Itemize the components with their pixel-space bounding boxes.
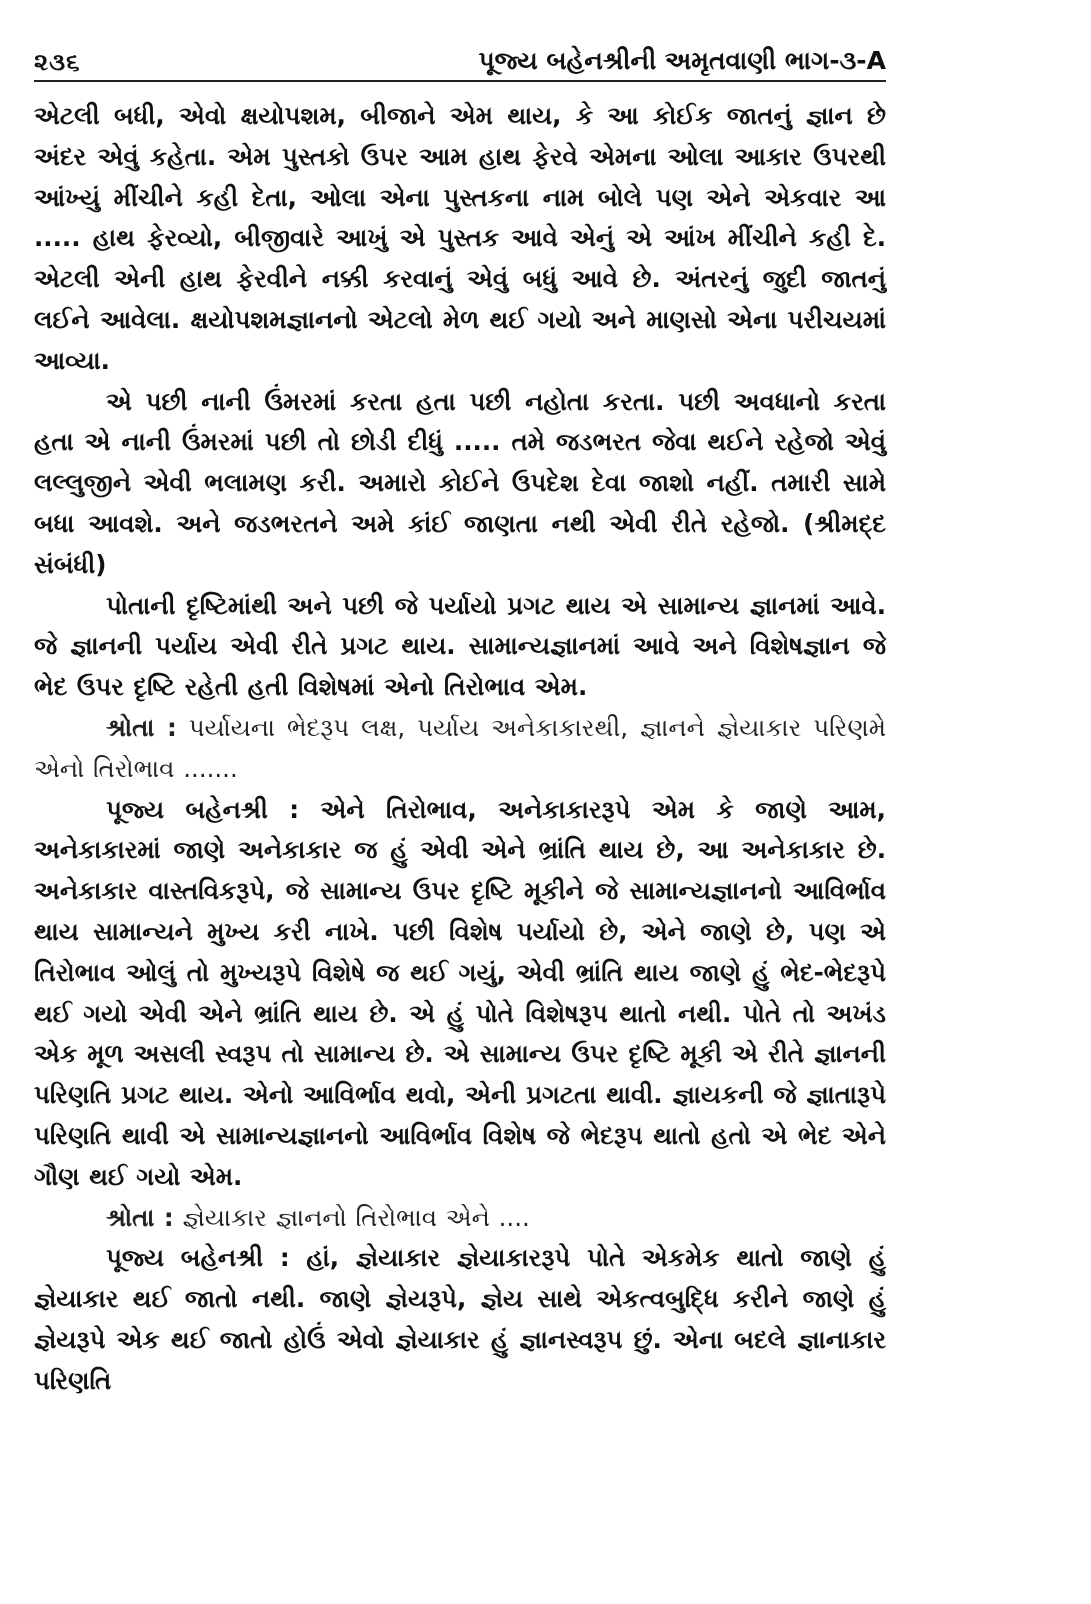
answer-text: એને તિરોભાવ, અનેકાકારરૂપે એમ કે જાણે આમ, અનેકાકારમાં જાણે અનેકાકાર જ હું એવી એને ભ્રાંતિ થાય છે, આ અનેકાકાર છે. અનેકાકાર વાસ્તવિકરૂપે, જે સામાન્ય ઉપર દૃષ્ટિ મૂકીને જે સામાન્યજ્ઞાનનો આવિર્ભાવ થાય સામાન્યને મુખ્ય કરી નાખે. પછી વિશેષ પર્યાયો છે, એને જાણે છે, પણ એ તિરોભાવ ઓલું તો મુખ્યરૂપે વિશેષે જ થઈ ગયું, એવી ભ્રાંતિ થાય જાણે હું ભેદ-ભેદરૂપે થઈ ગયો એવી એને ભ્રાંતિ થાય છે. એ હું પોતે વિશેષરૂપ થાતો નથી. પોતે તો અખંડ એક મૂળ અસલી સ્વરૂપ તો સામાન્ય છે. એ સામાન્ય ઉપર દૃષ્ટિ મૂકી એ રીતે જ્ઞાનની પરિણતિ પ્રગટ થાય. એનો આવિર્ભાવ થવો, એની પ્રગટતા થાવી. જ્ઞાયકની જે જ્ઞાતારૂપે પરિણતિ થાવી એ સામાન્યજ્ઞાનનો આવિર્ભાવ વિશેષ જે ભેદરૂપ થાતો હતો એ ભેદ એને ગૌણ થઈ ગયો એમ.: [34, 794, 886, 1191]
listener-question: [34, 1198, 886, 1239]
page-body: [34, 96, 886, 1402]
speaker-label: શ્રોતા :: [106, 712, 177, 742]
answer-text: હાં, જ્ઞેયાકાર જ્ઞેયાકારરૂપે પોતે એકમેક થાતો જાણે હું જ્ઞેયાકાર થઈ જાતો નથી. જાણે જ્ઞેયરૂપે, જ્ઞેય સાથે એકત્વબુદ્ધિ કરીને જાણે હું જ્ઞેયરૂપે એક થઈ જાતો હોઉં એવો જ્ઞેયાકાર હું જ્ઞાનસ્વરૂપ છું. એના બદલે જ્ઞાનાકાર પરિણતિ: [34, 1243, 886, 1395]
page-header: [34, 40, 886, 82]
paragraph: [34, 586, 886, 708]
book-page: [34, 40, 886, 1402]
question-text: પર્યાયના ભેદરૂપ લક્ષ, પર્યાય અનેકાકારથી, જ્ઞાનને જ્ઞેયાકાર પરિણમે એનો તિરોભાવ .......: [34, 712, 886, 783]
speaker-label: પૂજ્ય બહેનશ્રી :: [106, 1243, 290, 1273]
paragraph-text: એટલી બધી, એવો ક્ષયોપશમ, બીજાને એમ થાય, કે આ કોઈક જાતનું જ્ઞાન છે અંદર એવું કહેતા. એમ પુસ્તકો ઉપર આમ હાથ ફેરવે એમના ઓલા આકાર ઉપરથી આંખ્યું મીંચીને કહી દેતા, ઓલા એના પુસ્તકના નામ બોલે પણ એને એકવાર આ ..... હાથ ફેરવ્યો, બીજીવારે આખું એ પુસ્તક આવે એનું એ આંખ મીંચીને કહી દે. એટલી એની હાથ ફેરવીને નક્કી કરવાનું એવું બધું આવે છે. અંતરનું જુદી જાતનું લઈને આવેલા. ક્ષયોપશમજ્ઞાનનો એટલો મેળ થઈ ગયો અને માણસો એના પરીચયમાં આવ્યા.: [34, 101, 886, 375]
speaker-answer: [34, 790, 886, 1198]
paragraph: [34, 382, 886, 586]
speaker-answer: [34, 1238, 886, 1401]
page-number: ૨૩૬: [34, 48, 81, 76]
paragraph-text: પોતાની દૃષ્ટિમાંથી અને પછી જે પર્યાયો પ્રગટ થાય એ સામાન્ય જ્ઞાનમાં આવે. જે જ્ઞાનની પર્યાય એવી રીતે પ્રગટ થાય. સામાન્યજ્ઞાનમાં આવે અને વિશેષજ્ઞાન જે ભેદ ઉપર દૃષ્ટિ રહેતી હતી વિશેષમાં એનો તિરોભાવ એમ.: [34, 590, 886, 702]
listener-question: [34, 708, 886, 790]
running-title: પૂજ્ય બહેનશ્રીની અમૃતવાણી ભાગ-૩-A: [478, 46, 886, 75]
speaker-label: પૂજ્ય બહેનશ્રી :: [106, 794, 300, 824]
paragraph-continuation: [34, 96, 886, 382]
paragraph-text: એ પછી નાની ઉંમરમાં કરતા હતા પછી નહોતા કરતા. પછી અવધાનો કરતા હતા એ નાની ઉંમરમાં પછી તો છોડી દીધું ..... તમે જડભરત જેવા થઈને રહેજો એવું લલ્લુજીને એવી ભલામણ કરી. અમારો કોઈને ઉપદેશ દેવા જાશો નહીં. તમારી સામે બધા આવશે. અને જડભરતને અમે કાંઈ જાણતા નથી એવી રીતે રહેજો. (શ્રીમદ્દ સંબંધી): [34, 386, 886, 579]
question-text: જ્ઞેયાકાર જ્ઞાનનો તિરોભાવ એને ....: [173, 1202, 530, 1232]
speaker-label: શ્રોતા :: [106, 1202, 174, 1232]
